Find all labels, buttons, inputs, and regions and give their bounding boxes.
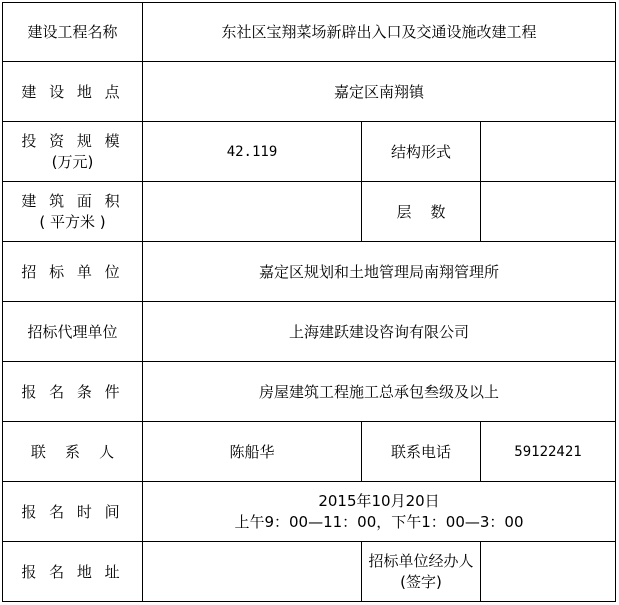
reg-time-label-text: 报 名 时 间	[21, 502, 124, 521]
reg-address-value	[143, 542, 362, 602]
tender-unit-label	[2, 242, 143, 302]
contact-value-text: 陈船华	[229, 442, 275, 461]
contact-label-text: 联 系 人	[30, 442, 115, 461]
contact-label	[2, 422, 143, 482]
reg-address-label-text: 报 名 地 址	[21, 562, 124, 581]
floors-label	[362, 182, 481, 242]
project-name-label	[2, 2, 143, 62]
area-label	[2, 182, 143, 242]
investment-value	[143, 122, 362, 182]
project-name-value-text: 东社区宝翔菜场新辟出入口及交通设施改建工程	[221, 23, 537, 41]
agent-unit-value-text: 上海建跃建设咨询有限公司	[288, 322, 469, 341]
investment-label-line1: 投 资 规 模	[21, 131, 124, 150]
location-label	[2, 62, 143, 122]
area-label-line2: ( 平方米 )	[39, 212, 106, 231]
area-label-line1: 建 筑 面 积	[21, 191, 124, 210]
investment-value-text: 42.119	[226, 143, 278, 160]
handler-value	[481, 542, 616, 602]
handler-label-line2: (签字)	[400, 572, 442, 591]
project-name-value	[143, 2, 616, 62]
reg-time-value	[143, 482, 616, 542]
contact-value	[143, 422, 362, 482]
phone-value	[481, 422, 616, 482]
reg-address-label	[2, 542, 143, 602]
phone-label	[362, 422, 481, 482]
location-value	[143, 62, 616, 122]
location-value-text: 嘉定区南翔镇	[333, 82, 424, 101]
structure-value	[481, 122, 616, 182]
conditions-value-text: 房屋建筑工程施工总承包叁级及以上	[258, 382, 499, 401]
floors-value	[481, 182, 616, 242]
conditions-label	[2, 362, 143, 422]
location-label-text: 建 设 地 点	[21, 82, 124, 101]
project-name-label-text: 建设工程名称	[27, 23, 118, 41]
handler-label	[362, 542, 481, 602]
floors-label-text: 层 数	[396, 202, 446, 221]
tender-unit-value	[143, 242, 616, 302]
reg-time-hours: 上午9：00—11：00，下午1：00—3：00	[234, 512, 524, 531]
phone-label-text: 联系电话	[390, 442, 451, 461]
area-value	[143, 182, 362, 242]
phone-value-text: 59122421	[514, 443, 582, 460]
structure-label	[362, 122, 481, 182]
structure-label-text: 结构形式	[390, 142, 451, 161]
investment-label-line2: (万元)	[51, 152, 94, 171]
conditions-value	[143, 362, 616, 422]
conditions-label-text: 报 名 条 件	[21, 382, 124, 401]
agent-unit-label-text: 招标代理单位	[27, 322, 118, 341]
agent-unit-value	[143, 302, 616, 362]
handler-label-line1: 招标单位经办人	[368, 551, 474, 570]
agent-unit-label	[2, 302, 143, 362]
reg-time-date: 2015年10月20日	[318, 491, 440, 510]
tender-unit-label-text: 招 标 单 位	[21, 262, 124, 281]
reg-time-label	[2, 482, 143, 542]
investment-label	[2, 122, 143, 182]
tender-unit-value-text: 嘉定区规划和土地管理局南翔管理所	[258, 262, 499, 281]
